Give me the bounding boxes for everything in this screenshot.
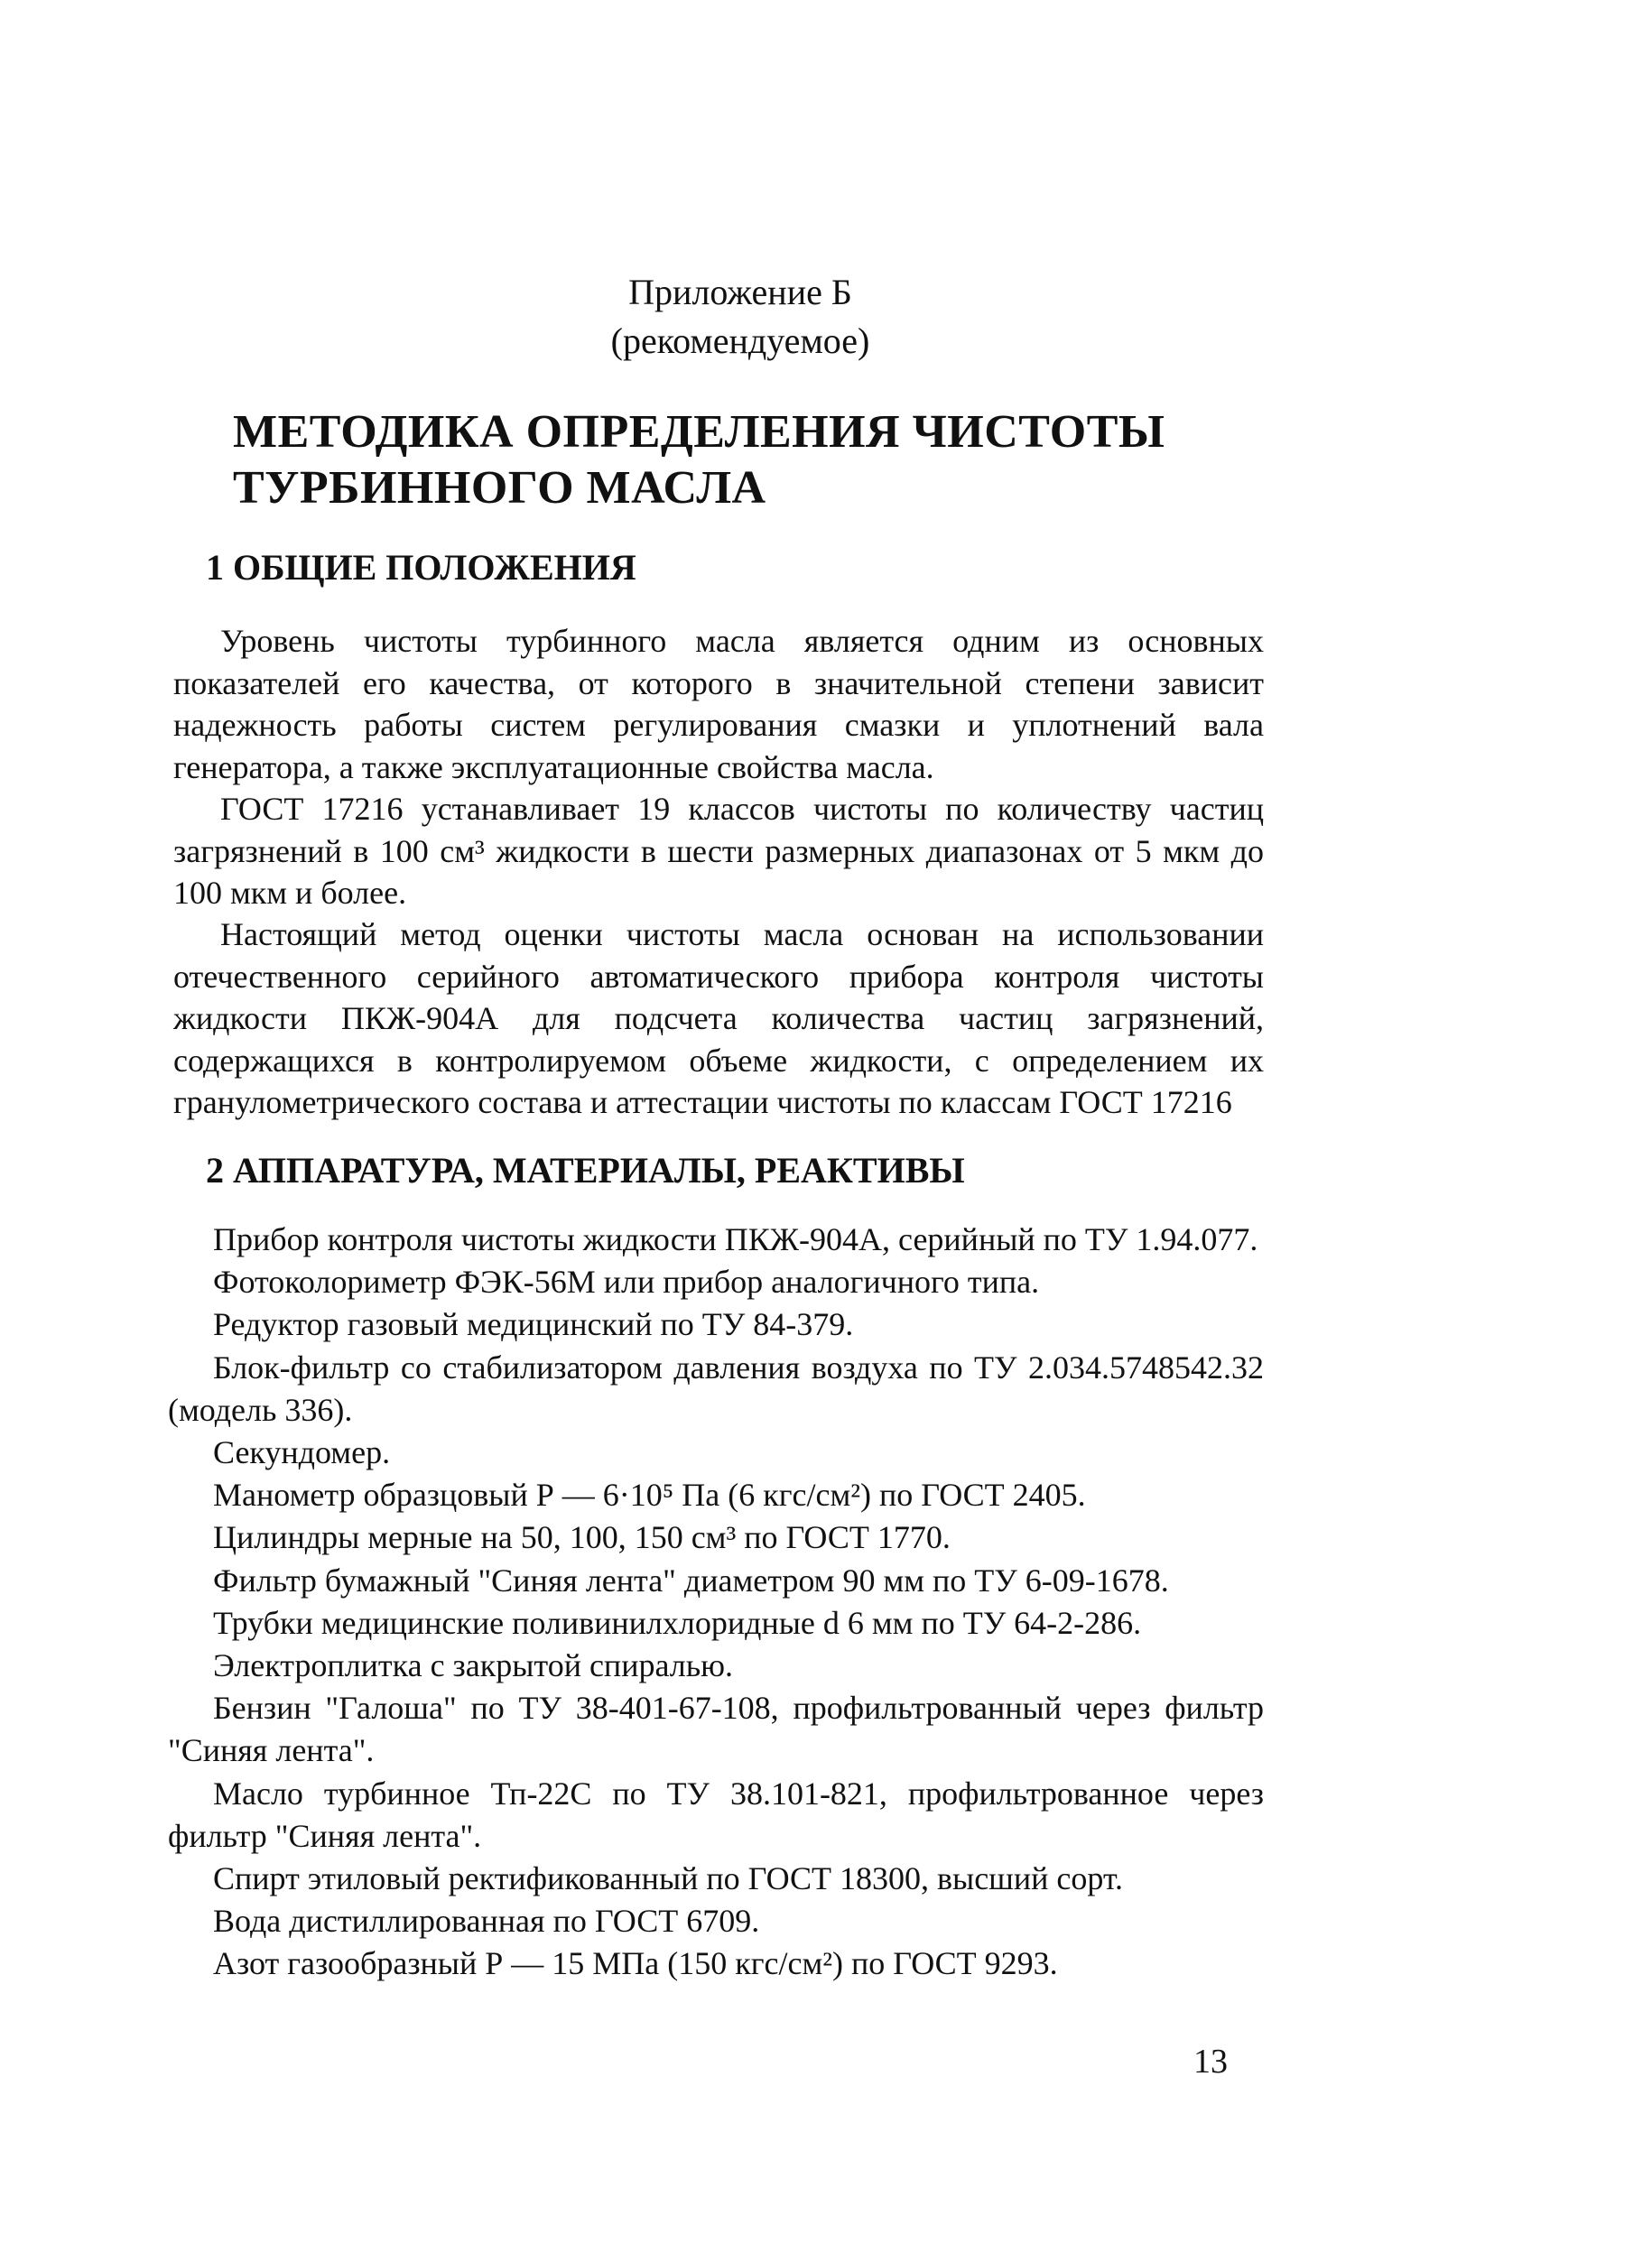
equipment-item: Фильтр бумажный "Синяя лента" диаметром 90 мм по ТУ 6-09-1678. xyxy=(213,1562,1169,1599)
equipment-item: Бензин "Галоша" по ТУ 38-401-67-108, профильтрованный через фильтр "Синяя лента". xyxy=(168,1690,1264,1769)
equipment-item: Спирт этиловый ректификованный по ГОСТ 18300, высший сорт. xyxy=(213,1860,1123,1897)
equipment-item: Фотоколориметр ФЭК-56М или прибор аналогичного типа. xyxy=(213,1264,1040,1301)
appendix-label: Приложение Б xyxy=(628,272,852,312)
equipment-item: Трубки медицинские поливинилхлоридные d 6 мм по ТУ 64-2-286. xyxy=(213,1604,1142,1641)
equipment-item: Манометр образцовый Р — 6·10⁵ Па (6 кгс/см²) по ГОСТ 2405. xyxy=(213,1477,1086,1514)
equipment-item: Редуктор газовый медицинский по ТУ 84-379. xyxy=(213,1306,854,1343)
equipment-item: Цилиндры мерные на 50, 100, 150 см³ по ГОСТ 1770. xyxy=(213,1519,951,1556)
equipment-item: Электроплитка с закрытой спиралью. xyxy=(213,1647,734,1684)
appendix-status: (рекомендуемое) xyxy=(610,320,870,361)
equipment-list xyxy=(168,1219,1264,1986)
section-1-paragraph-1: Уровень чистоты турбинного масла является одним из основных показателей его качества, от которого в значительной степени зависит надежность работы систем регулирования смазки и уплотнений вала генератора, а также эксплуатационные свойства масла. xyxy=(173,623,1264,785)
equipment-item: Секундомер. xyxy=(213,1434,391,1471)
section-1-paragraph-2: ГОСТ 17216 устанавливает 19 классов чистоты по количеству частиц загрязнений в 100 см³ жидкости в шести размерных диапазонах от 5 мкм до 100 мкм и более. xyxy=(173,791,1264,911)
document-title-line-2: ТУРБИННОГО МАСЛА xyxy=(233,462,766,514)
equipment-item: Азот газообразный Р — 15 МПа (150 кгс/см²) по ГОСТ 9293. xyxy=(213,1945,1058,1982)
page-number: 13 xyxy=(1193,2043,1228,2081)
equipment-item: Прибор контроля чистоты жидкости ПКЖ-904А, серийный по ТУ 1.94.077. xyxy=(213,1221,1258,1257)
equipment-item: Блок-фильтр со стабилизатором давления воздуха по ТУ 2.034.5748542.32 (модель 336). xyxy=(168,1349,1264,1428)
section-2-heading: 2 АППАРАТУРА, МАТЕРИАЛЫ, РЕАКТИВЫ xyxy=(206,1150,965,1191)
document-title xyxy=(233,404,1316,516)
section-1-paragraph-3: Настоящий метод оценки чистоты масла основан на использовании отечественного серийного автоматического прибора контроля чистоты жидкости ПКЖ-904А для подсчета количества частиц загрязнений, содержащихся в контролируемом объеме жидкости, с определением их гранулометрического состава и аттестации чистоты по классам ГОСТ 17216 xyxy=(173,916,1264,1120)
equipment-item: Масло турбинное Тп-22С по ТУ 38.101-821, профильтрованное через фильтр "Синяя лента". xyxy=(168,1775,1264,1854)
document-title-line-1: МЕТОДИКА ОПРЕДЕЛЕНИЯ ЧИСТОТЫ xyxy=(233,406,1165,458)
equipment-item: Вода дистиллированная по ГОСТ 6709. xyxy=(213,1903,760,1940)
section-1-heading: 1 ОБЩИЕ ПОЛОЖЕНИЯ xyxy=(206,547,636,588)
